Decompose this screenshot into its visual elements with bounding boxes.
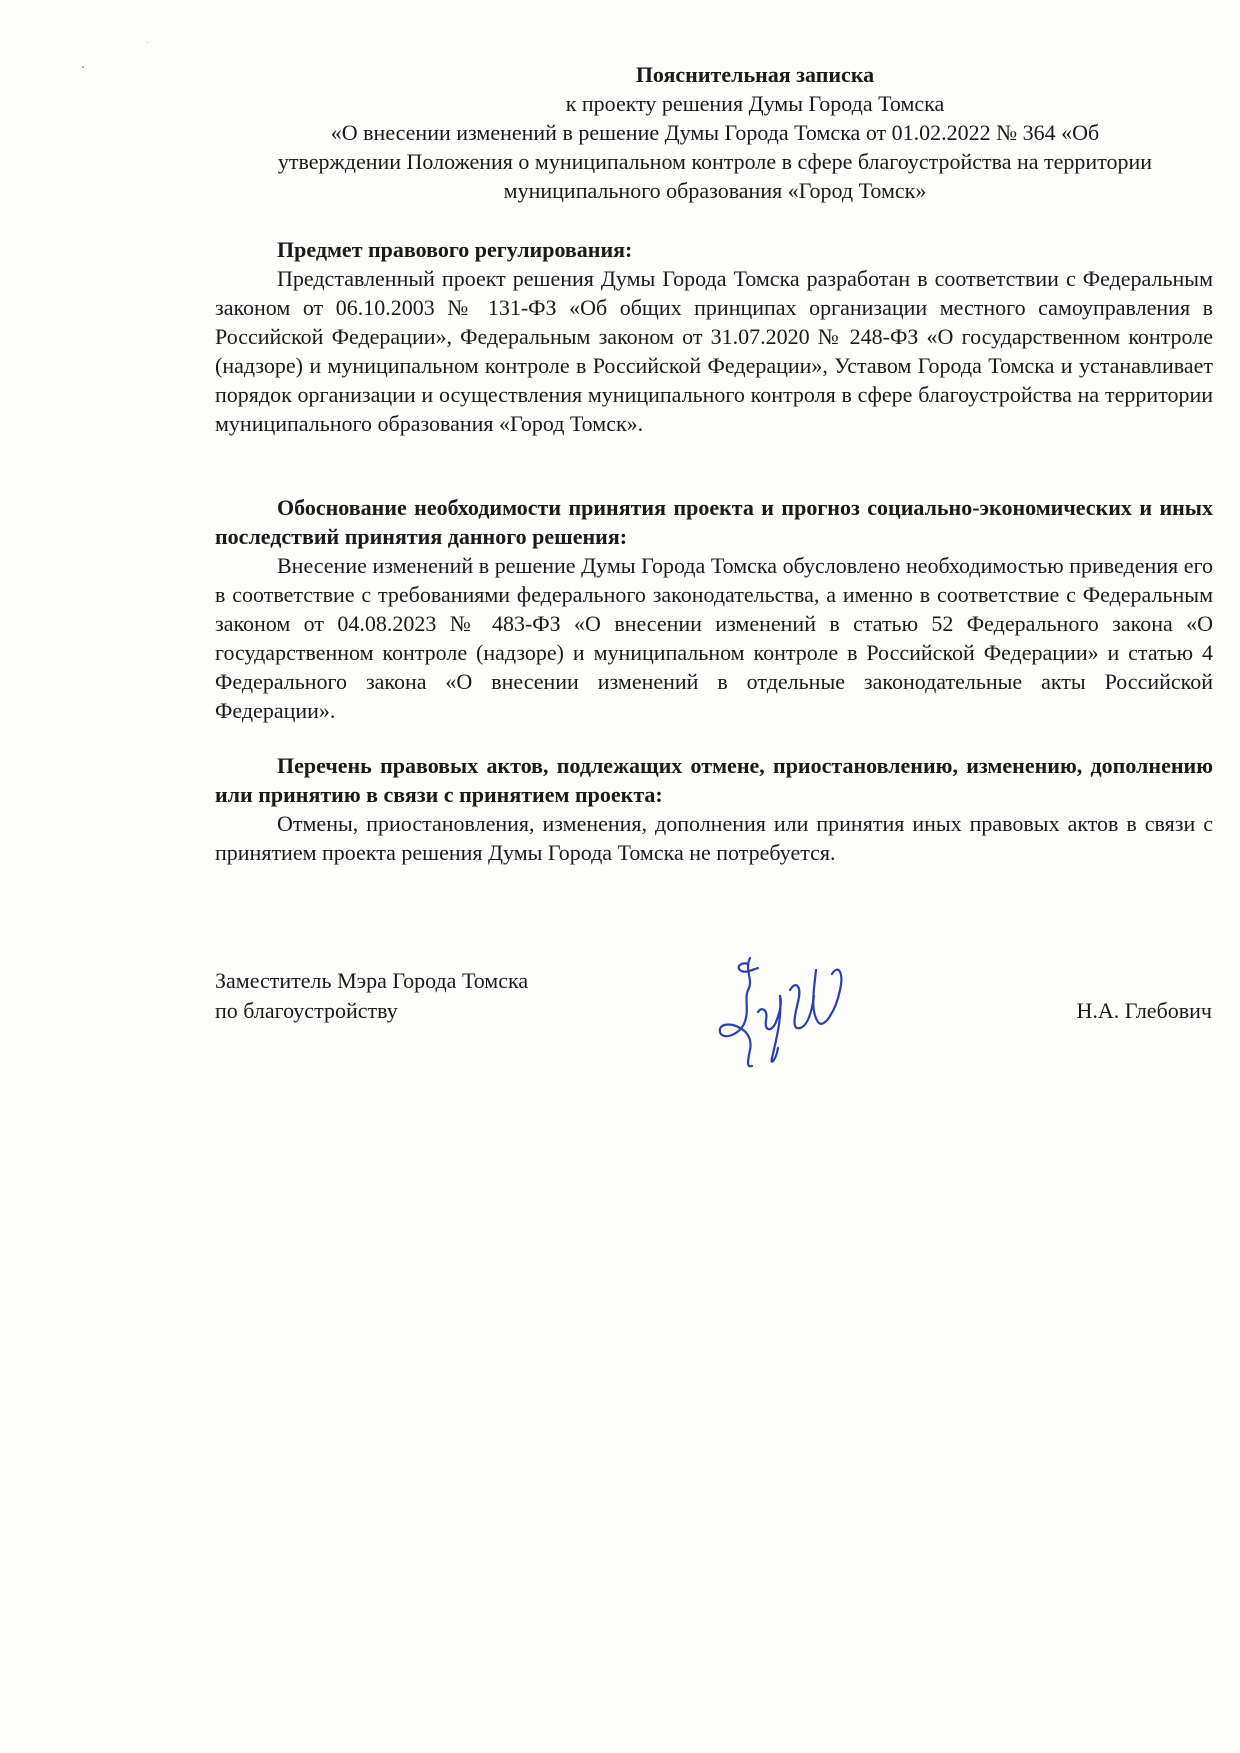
document-header: [215, 60, 1215, 205]
section-paragraph: Представленный проект решения Думы Города Томска разработан в соответствии с Федеральным законом от 06.10.2003 № 131-ФЗ «Об общих принципах организации местного самоуправления в Российской Федерации», Федеральным законом от 31.07.2020 № 248-ФЗ «О государственном контроле (надзоре) и муниципальном контроле в Российской Федерации», Уставом Города Томска и устанавливает порядок организации и осуществления муниципального контроля в сфере благоустройства на территории муниципального образования «Город Томск».: [215, 266, 1213, 436]
document-subject-line-1: «О внесении изменений в решение Думы Города Томска от 01.02.2022 № 364 «Об: [330, 120, 1100, 145]
signature-ink: [720, 958, 842, 1066]
signature-stroke: [790, 985, 814, 1028]
document-subtitle: к проекту решения Думы Города Томска: [565, 91, 945, 116]
signature-stroke: [720, 958, 752, 1066]
section-legal-regulation-subject: [215, 235, 1213, 438]
section-legal-acts-list: [215, 751, 1213, 867]
signatory-position: [215, 966, 528, 1026]
scan-speck: [82, 66, 84, 68]
document-subject-line-2: утверждении Положения о муниципальном контроле в сфере благоустройства на территории: [277, 149, 1153, 174]
section-justification: [215, 493, 1213, 725]
section-heading: Перечень правовых актов, подлежащих отмене, приостановлению, изменению, дополнению или принятию в связи с принятием проекта:: [215, 753, 1213, 807]
signature-stroke: [813, 970, 841, 1024]
section-paragraph: Внесение изменений в решение Думы Города Томска обусловлено необходимостью приведения его в соответствие с требованиями федерального законодательства, а именно в соответствие с Федеральным законом от 04.08.2023 № 483-ФЗ «О внесении изменений в статью 52 Федерального закона «О государственном контроле (надзоре) и муниципальном контроле в Российской Федерации» и статью 4 Федерального закона «О внесении изменений в отдельные законодательные акты Российской Федерации».: [215, 553, 1213, 723]
section-paragraph: Отмены, приостановления, изменения, дополнения или принятия иных правовых актов в связи с принятием проекта решения Думы Города Томска не потребуется.: [215, 811, 1213, 865]
signatory-name: Н.А. Глебович: [1076, 998, 1212, 1023]
handwritten-signature: [710, 940, 860, 1075]
document-subject-line-3: муниципального образования «Город Томск»: [503, 178, 927, 203]
signatory-position-line-1: Заместитель Мэра Города Томска: [215, 968, 529, 993]
signature-stroke: [758, 996, 781, 1029]
signatory-position-line-2: по благоустройству: [215, 998, 398, 1023]
scan-speck: [147, 42, 148, 43]
section-heading: Предмет правового регулирования:: [277, 237, 633, 262]
section-heading: Обоснование необходимости принятия проекта и прогноз социально-экономических и иных последствий принятия данного решения:: [215, 495, 1213, 549]
document-title: Пояснительная записка: [635, 62, 875, 87]
